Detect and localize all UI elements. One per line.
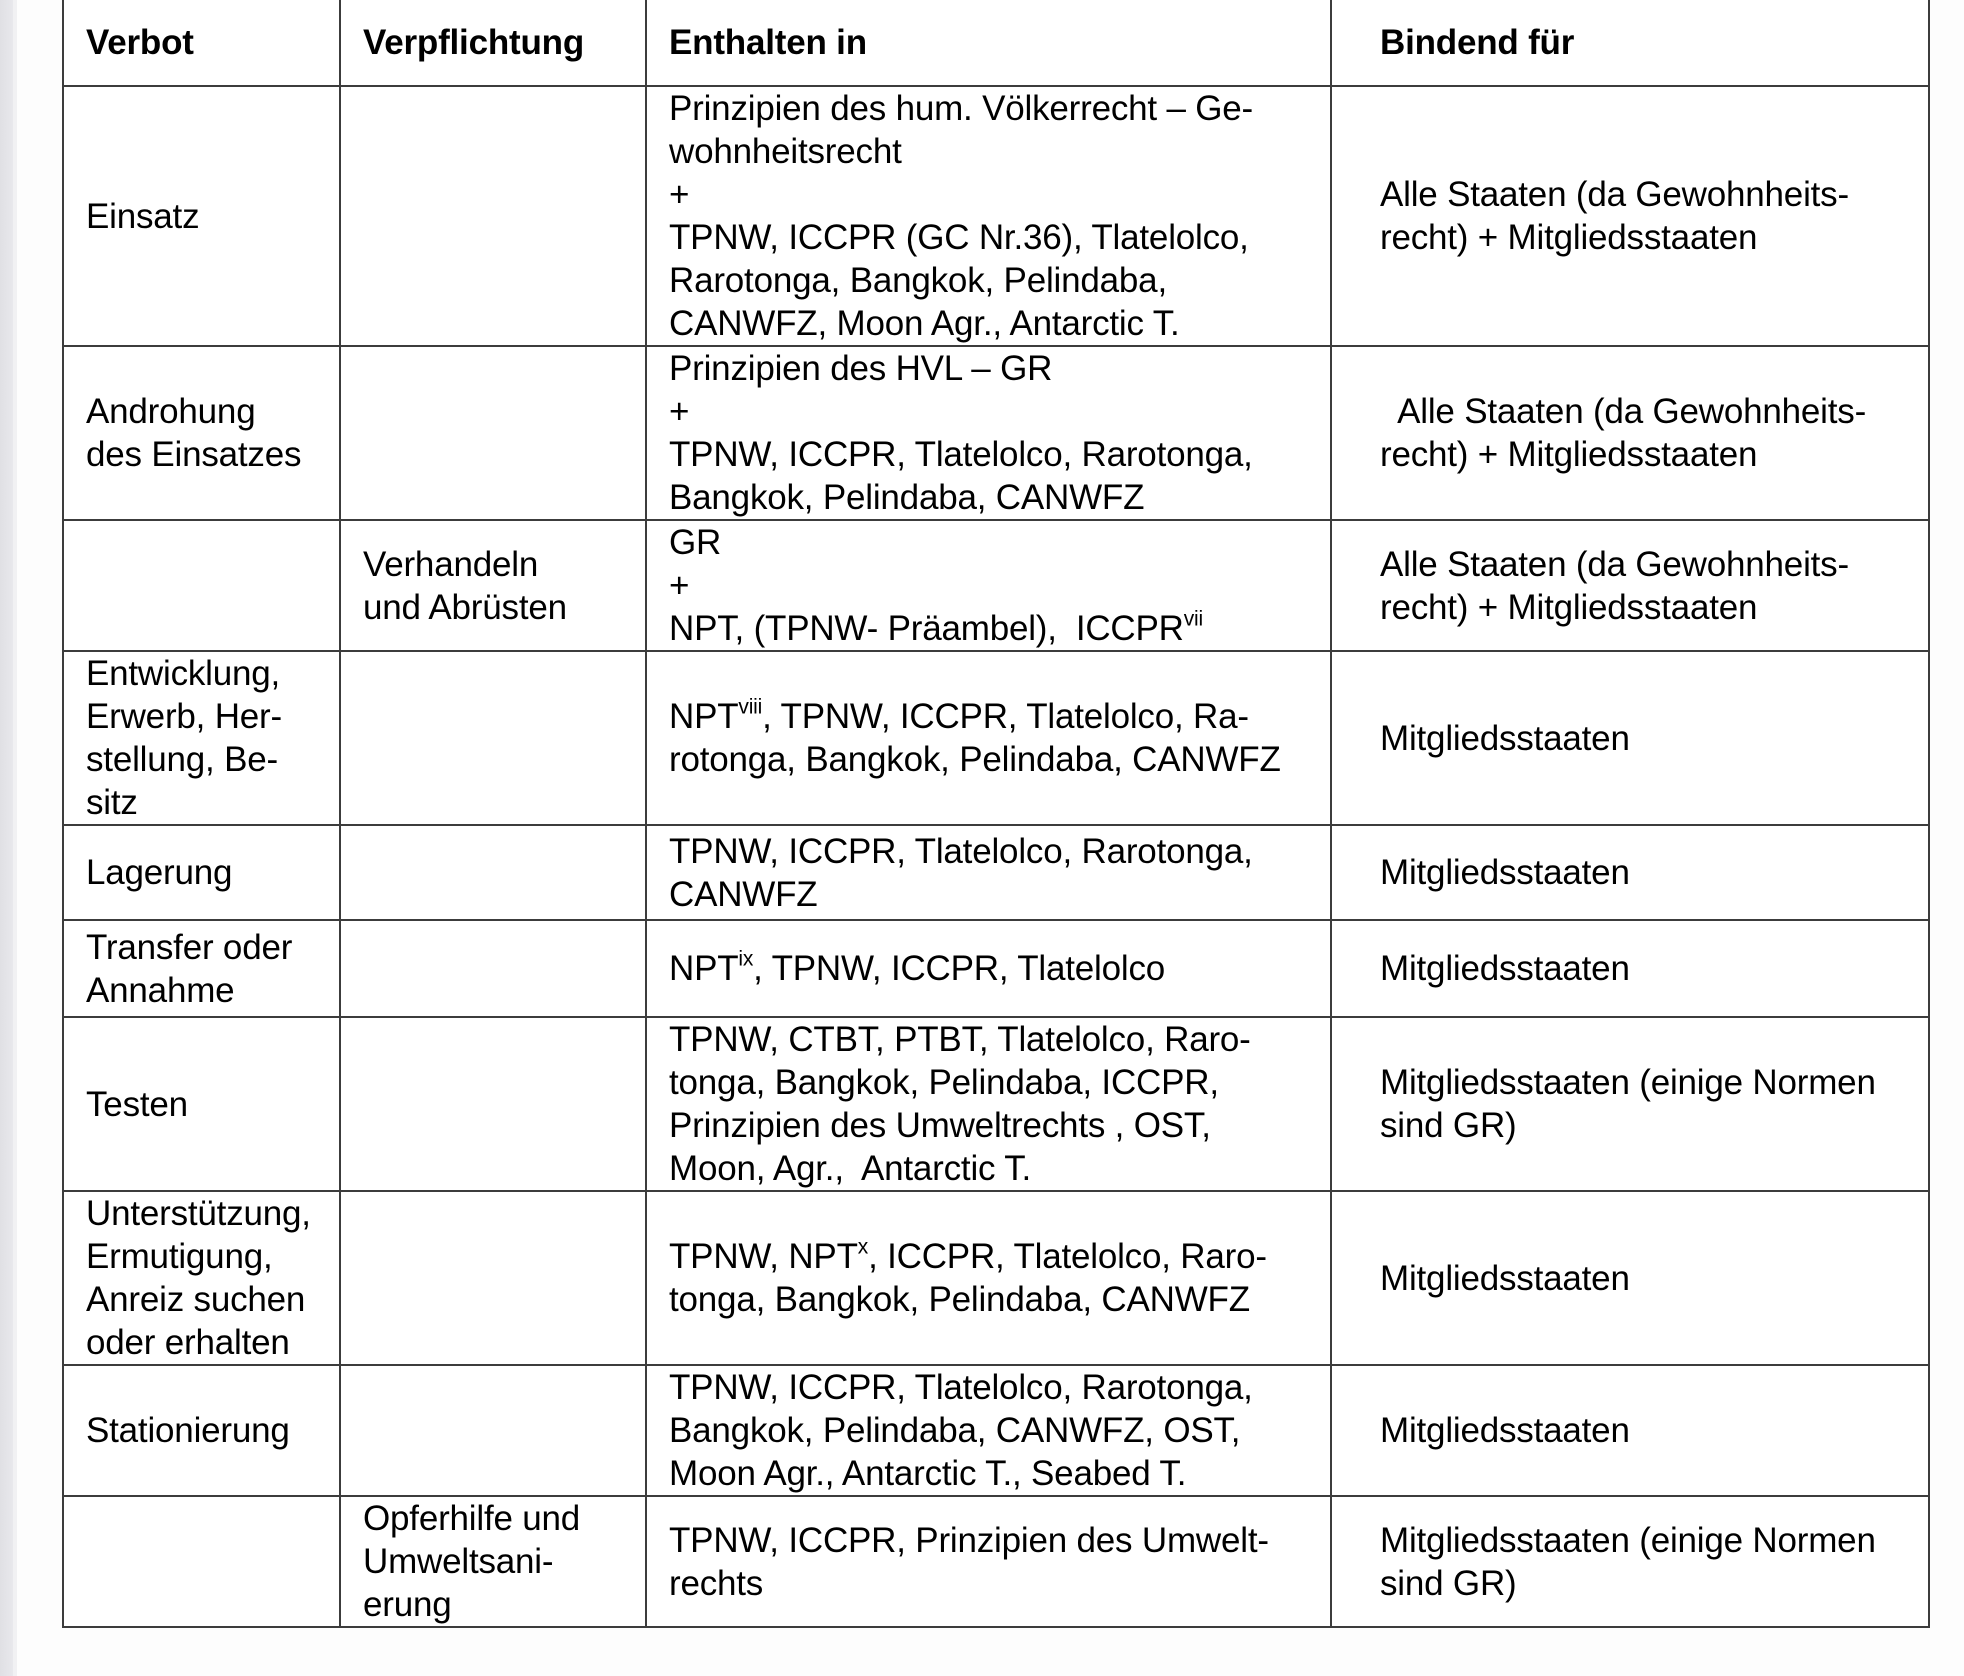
- cell-line: [669, 347, 1320, 390]
- cell-enthalten-in: [646, 1191, 1331, 1365]
- cell-line: [669, 302, 1320, 345]
- table-row: [63, 520, 1929, 651]
- line-text: TPNW, NPT: [669, 1237, 858, 1276]
- line-text: tonga, Bangkok, Pelindaba, ICCPR,: [669, 1063, 1219, 1102]
- cell-line: [669, 1061, 1320, 1104]
- cell-verbot: [63, 1496, 340, 1627]
- footnote-marker: viii: [738, 695, 763, 719]
- cell-line: [669, 390, 1320, 433]
- cell-bindend-fuer: [1331, 1365, 1929, 1496]
- cell-line: sind GR): [1380, 1106, 1517, 1145]
- line-text: Moon, Agr., Antarctic T.: [669, 1149, 1032, 1188]
- line-text: Prinzipien des Umweltrechts , OST,: [669, 1106, 1211, 1145]
- footnote-marker: ix: [738, 947, 754, 971]
- line-text: TPNW, ICCPR, Prinzipien des Umwelt-: [669, 1520, 1269, 1560]
- cell-line: stellung, Be-: [86, 740, 278, 779]
- cell-verbot: [63, 651, 340, 825]
- cell-verpflichtung: [340, 1017, 646, 1191]
- cell-line: und Abrüsten: [363, 587, 567, 627]
- cell-line: [669, 1018, 1320, 1061]
- cell-line: [669, 873, 1320, 916]
- cell-line: recht) + Mitgliedsstaaten: [1380, 435, 1758, 474]
- cell-line: Mitgliedsstaaten: [1380, 718, 1630, 758]
- cell-line: Mitgliedsstaaten: [1380, 1411, 1630, 1450]
- cell-line: des Einsatzes: [86, 435, 302, 474]
- cell-enthalten-in: [646, 651, 1331, 825]
- line-text: TPNW, ICCPR, Tlatelolco, Rarotonga,: [669, 435, 1253, 474]
- line-text: tonga, Bangkok, Pelindaba, CANWFZ: [669, 1280, 1250, 1319]
- header-enthalten-in: Enthalten in: [646, 0, 1331, 86]
- header-verbot: Verbot: [63, 0, 340, 86]
- line-text: Prinzipien des HVL – GR: [669, 349, 1053, 388]
- cell-bindend-fuer: [1331, 825, 1929, 920]
- cell-line: Androhung: [86, 392, 256, 431]
- cell-line: [669, 173, 1320, 216]
- cell-line: [669, 1104, 1320, 1147]
- cell-line: [669, 1409, 1320, 1452]
- cell-line: Mitgliedsstaaten (einige Normen: [1380, 1520, 1876, 1560]
- cell-verpflichtung: [340, 1496, 646, 1627]
- cell-verpflichtung: [340, 825, 646, 920]
- cell-line: Entwicklung,: [86, 654, 281, 693]
- line-text-after: , ICCPR, Tlatelolco, Raro-: [868, 1237, 1267, 1276]
- treaty-obligations-table: [62, 0, 1930, 1628]
- cell-enthalten-in: [646, 825, 1331, 920]
- cell-enthalten-in: [646, 920, 1331, 1017]
- cell-verbot: [63, 1365, 340, 1496]
- cell-line: recht) + Mitgliedsstaaten: [1380, 587, 1758, 627]
- cell-line: sind GR): [1380, 1563, 1517, 1603]
- table-row: [63, 86, 1929, 346]
- cell-line: [669, 87, 1320, 130]
- cell-line: Annahme: [86, 970, 235, 1010]
- cell-enthalten-in: [646, 346, 1331, 520]
- cell-bindend-fuer: [1331, 651, 1929, 825]
- cell-verpflichtung: [340, 86, 646, 346]
- cell-line: [669, 564, 1320, 607]
- cell-verpflichtung: [340, 346, 646, 520]
- cell-line: Alle Staaten (da Gewohnheits-: [1380, 544, 1849, 584]
- cell-verpflichtung: [340, 1191, 646, 1365]
- viewer-edge-strip: [0, 0, 13, 1676]
- cell-line: Mitgliedsstaaten: [1380, 853, 1630, 892]
- cell-bindend-fuer: [1331, 1191, 1929, 1365]
- cell-line: [669, 1147, 1320, 1190]
- line-text: rotonga, Bangkok, Pelindaba, CANWFZ: [669, 740, 1281, 779]
- line-text-after: , TPNW, ICCPR, Tlatelolco, Ra-: [762, 697, 1249, 736]
- cell-line: [669, 1235, 1320, 1278]
- cell-line: [669, 259, 1320, 302]
- line-text: TPNW, ICCPR, Tlatelolco, Rarotonga,: [669, 1368, 1253, 1407]
- line-text: +: [669, 175, 690, 214]
- cell-verbot: [63, 825, 340, 920]
- cell-line: [669, 1519, 1320, 1562]
- cell-line: [669, 216, 1320, 259]
- cell-enthalten-in: [646, 1017, 1331, 1191]
- line-text: TPNW, CTBT, PTBT, Tlatelolco, Raro-: [669, 1020, 1251, 1059]
- cell-bindend-fuer: [1331, 1496, 1929, 1627]
- cell-line: Mitgliedsstaaten: [1380, 1258, 1630, 1298]
- cell-verbot: [63, 346, 340, 520]
- cell-line: Stationierung: [86, 1411, 290, 1450]
- cell-enthalten-in: [646, 1365, 1331, 1496]
- line-text: +: [669, 566, 690, 605]
- cell-line: [669, 521, 1320, 564]
- cell-line: Umweltsani-: [363, 1542, 554, 1581]
- cell-verbot: [63, 520, 340, 651]
- line-text: Moon Agr., Antarctic T., Seabed T.: [669, 1454, 1187, 1493]
- line-text: TPNW, ICCPR (GC Nr.36), Tlatelolco,: [669, 218, 1249, 257]
- cell-line: [669, 130, 1320, 173]
- line-text: CANWFZ: [669, 874, 818, 914]
- table-row: [63, 1017, 1929, 1191]
- cell-line: Erwerb, Her-: [86, 697, 282, 736]
- cell-verbot: [63, 86, 340, 346]
- table-row: [63, 920, 1929, 1017]
- viewer-edge-highlight: [13, 0, 17, 1676]
- cell-line: recht) + Mitgliedsstaaten: [1380, 218, 1758, 257]
- cell-line: Ermutigung,: [86, 1237, 273, 1276]
- cell-verbot: [63, 1191, 340, 1365]
- table-row: [63, 651, 1929, 825]
- table-row: [63, 825, 1929, 920]
- cell-line: [669, 738, 1320, 781]
- cell-line: [669, 1452, 1320, 1495]
- cell-line: Lagerung: [86, 853, 233, 892]
- cell-line: erung: [363, 1585, 452, 1624]
- header-verpflichtung: Verpflichtung: [340, 0, 646, 86]
- cell-line: [669, 947, 1320, 990]
- cell-bindend-fuer: [1331, 86, 1929, 346]
- cell-verpflichtung: [340, 920, 646, 1017]
- line-text: wohnheitsrecht: [669, 132, 902, 171]
- line-text: +: [669, 392, 690, 431]
- cell-line: Transfer oder: [86, 927, 293, 967]
- cell-line: oder erhalten: [86, 1323, 290, 1362]
- cell-line: Mitgliedsstaaten (einige Normen: [1380, 1063, 1876, 1102]
- footnote-marker: x: [857, 1235, 869, 1259]
- header-row: [63, 0, 1929, 86]
- cell-line: [669, 607, 1320, 650]
- line-text: TPNW, ICCPR, Tlatelolco, Rarotonga,: [669, 831, 1253, 871]
- cell-line: Mitgliedsstaaten: [1380, 949, 1630, 988]
- cell-line: Testen: [86, 1084, 188, 1124]
- cell-enthalten-in: [646, 86, 1331, 346]
- cell-verbot: [63, 1017, 340, 1191]
- cell-line: [669, 695, 1320, 738]
- table-row: [63, 1496, 1929, 1627]
- cell-line: sitz: [86, 783, 138, 822]
- cell-line: [669, 1366, 1320, 1409]
- line-text: GR: [669, 523, 722, 562]
- table-row: [63, 1365, 1929, 1496]
- line-text: NPT: [669, 697, 739, 736]
- line-text: CANWFZ, Moon Agr., Antarctic T.: [669, 304, 1180, 343]
- line-text: NPT: [669, 949, 739, 988]
- header-bindend-fuer: Bindend für: [1331, 0, 1929, 86]
- cell-line: [669, 1278, 1320, 1321]
- cell-line: [669, 830, 1320, 873]
- cell-line: Opferhilfe und: [363, 1499, 581, 1538]
- table-row: [63, 346, 1929, 520]
- cell-bindend-fuer: [1331, 346, 1929, 520]
- cell-line: [669, 476, 1320, 519]
- line-text: Prinzipien des hum. Völkerrecht – Ge-: [669, 89, 1253, 128]
- cell-line: [669, 433, 1320, 476]
- line-text: rechts: [669, 1563, 764, 1603]
- cell-verpflichtung: [340, 1365, 646, 1496]
- cell-bindend-fuer: [1331, 920, 1929, 1017]
- cell-bindend-fuer: [1331, 1017, 1929, 1191]
- cell-enthalten-in: [646, 520, 1331, 651]
- cell-line: Alle Staaten (da Gewohnheits-: [1380, 392, 1867, 431]
- line-text: NPT, (TPNW- Präambel), ICCPR: [669, 609, 1184, 648]
- cell-verpflichtung: [340, 520, 646, 651]
- cell-line: [669, 1562, 1320, 1605]
- cell-line: Unterstützung,: [86, 1194, 311, 1233]
- cell-line: Alle Staaten (da Gewohnheits-: [1380, 175, 1849, 214]
- table-row: [63, 1191, 1929, 1365]
- line-text: Rarotonga, Bangkok, Pelindaba,: [669, 261, 1167, 300]
- cell-enthalten-in: [646, 1496, 1331, 1627]
- line-text: Bangkok, Pelindaba, CANWFZ: [669, 478, 1145, 517]
- line-text: Bangkok, Pelindaba, CANWFZ, OST,: [669, 1411, 1241, 1450]
- line-text-after: , TPNW, ICCPR, Tlatelolco: [753, 949, 1166, 988]
- cell-verbot: [63, 920, 340, 1017]
- cell-bindend-fuer: [1331, 520, 1929, 651]
- cell-verpflichtung: [340, 651, 646, 825]
- footnote-marker: vii: [1183, 607, 1203, 631]
- cell-line: Einsatz: [86, 196, 200, 236]
- cell-line: Anreiz suchen: [86, 1280, 306, 1319]
- cell-line: Verhandeln: [363, 544, 539, 584]
